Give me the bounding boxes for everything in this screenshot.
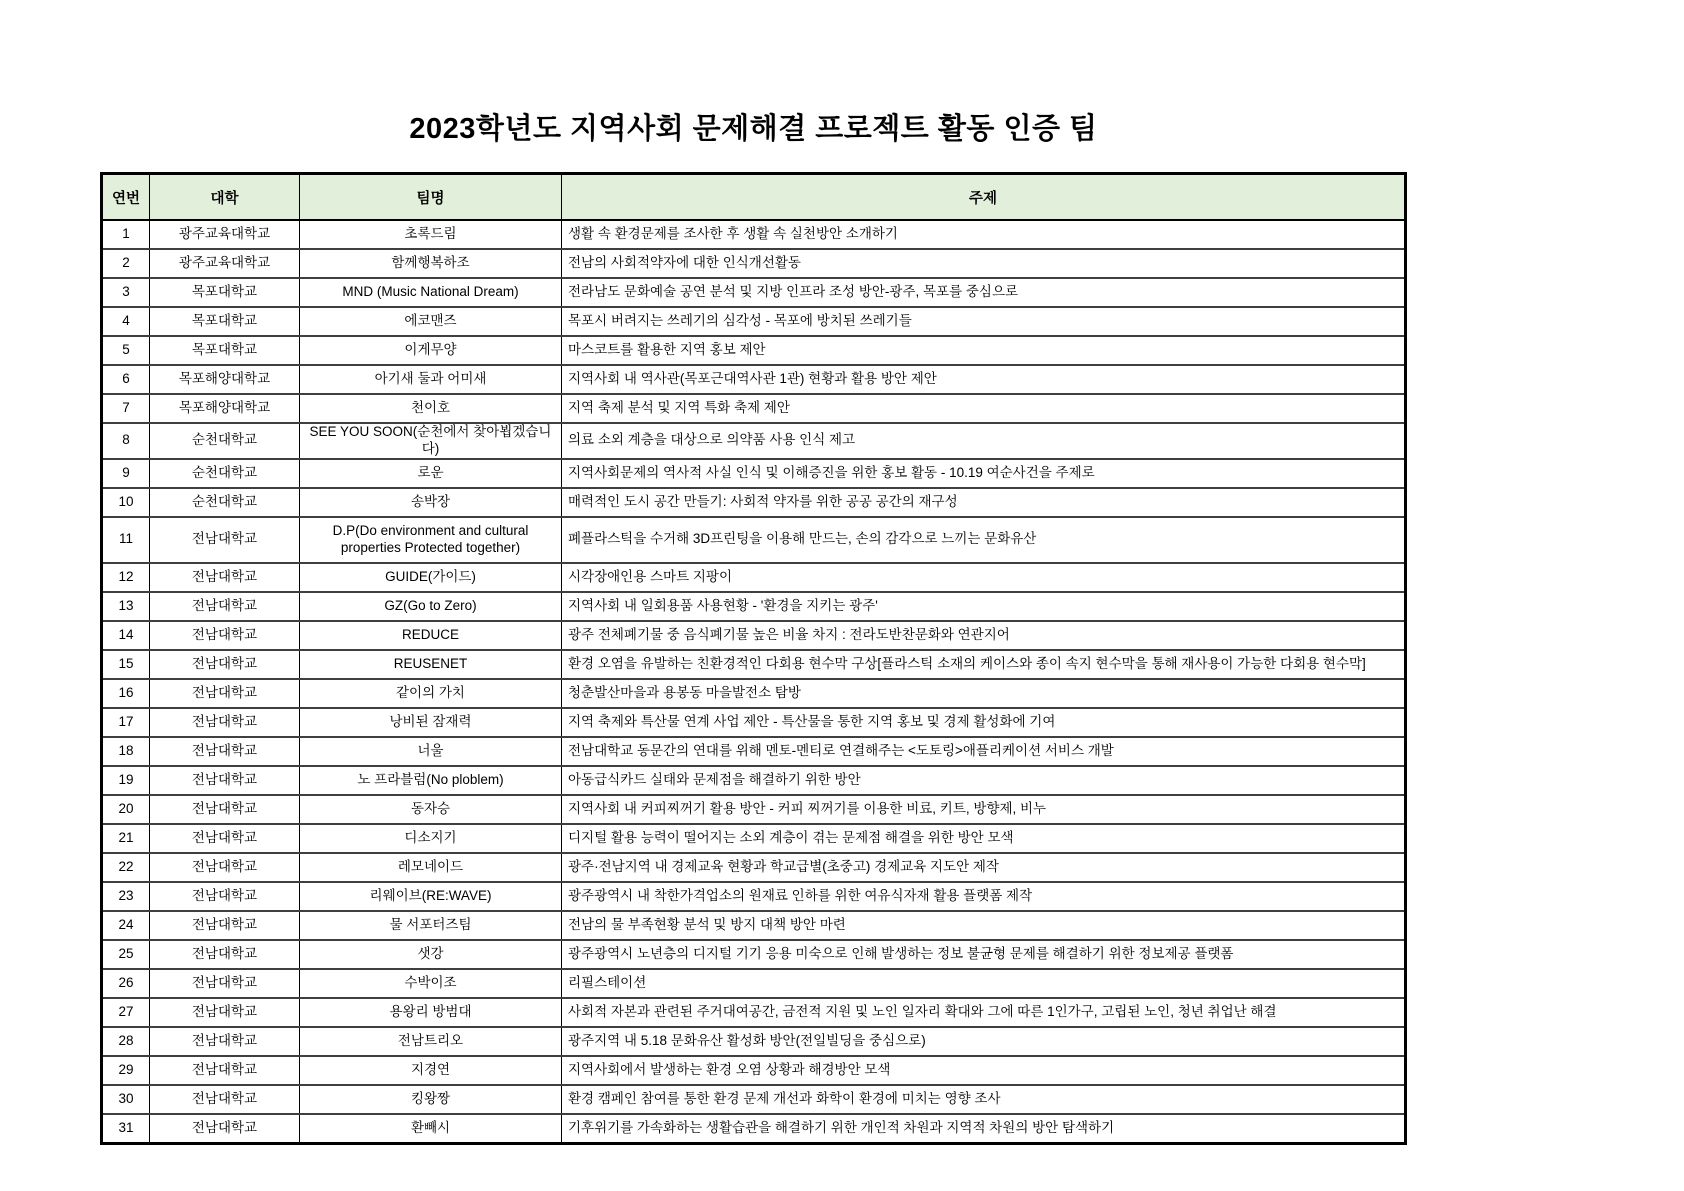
cell-university: 전남대학교 <box>150 737 300 766</box>
cell-topic: 지역 축제와 특산물 연계 사업 제안 - 특산물을 통한 지역 홍보 및 경제 활성화에 기여 <box>562 708 1406 737</box>
cell-team: 용왕리 방범대 <box>300 998 562 1027</box>
column-header-team: 팀명 <box>300 174 562 221</box>
cell-university: 전남대학교 <box>150 795 300 824</box>
cell-university: 목포해양대학교 <box>150 394 300 423</box>
cell-university: 순천대학교 <box>150 488 300 517</box>
table-row <box>102 517 1406 563</box>
cell-team: REUSENET <box>300 650 562 679</box>
cell-topic: 전남의 물 부족현황 분석 및 방지 대책 방안 마련 <box>562 911 1406 940</box>
cell-university: 전남대학교 <box>150 1056 300 1085</box>
cell-team: 물 서포터즈팀 <box>300 911 562 940</box>
cell-topic: 환경 캠페인 참여를 통한 환경 문제 개선과 화학이 환경에 미치는 영향 조사 <box>562 1085 1406 1114</box>
cell-number: 31 <box>102 1114 150 1144</box>
cell-team: D.P(Do environment and cultural properties Protected together) <box>300 517 562 563</box>
cell-topic: 지역사회에서 발생하는 환경 오염 상황과 해경방안 모색 <box>562 1056 1406 1085</box>
cell-team: 낭비된 잠재력 <box>300 708 562 737</box>
table-row <box>102 220 1406 249</box>
cell-university: 목포대학교 <box>150 307 300 336</box>
teams-table <box>100 172 1407 1145</box>
cell-university: 전남대학교 <box>150 621 300 650</box>
cell-number: 17 <box>102 708 150 737</box>
table-row <box>102 795 1406 824</box>
cell-number: 29 <box>102 1056 150 1085</box>
cell-number: 9 <box>102 459 150 488</box>
table-row <box>102 394 1406 423</box>
cell-number: 25 <box>102 940 150 969</box>
cell-number: 16 <box>102 679 150 708</box>
cell-topic: 폐플라스틱을 수거해 3D프린팅을 이용해 만드는, 손의 감각으로 느끼는 문화유산 <box>562 517 1406 563</box>
cell-topic: 사회적 자본과 관련된 주거대여공간, 금전적 지원 및 노인 일자리 확대와 그에 따른 1인가구, 고립된 노인, 청년 취업난 해결 <box>562 998 1406 1027</box>
cell-topic: 리필스테이션 <box>562 969 1406 998</box>
cell-number: 15 <box>102 650 150 679</box>
cell-university: 광주교육대학교 <box>150 220 300 249</box>
cell-team: 킹왕짱 <box>300 1085 562 1114</box>
cell-number: 5 <box>102 336 150 365</box>
cell-university: 전남대학교 <box>150 1114 300 1144</box>
cell-number: 30 <box>102 1085 150 1114</box>
cell-team: 노 프라블럼(No ploblem) <box>300 766 562 795</box>
cell-university: 전남대학교 <box>150 592 300 621</box>
cell-team: 초록드림 <box>300 220 562 249</box>
cell-team: 에코맨즈 <box>300 307 562 336</box>
cell-university: 전남대학교 <box>150 882 300 911</box>
table-row <box>102 969 1406 998</box>
cell-topic: 광주 전체폐기물 중 음식폐기물 높은 비율 차지 : 전라도반찬문화와 연관지어 <box>562 621 1406 650</box>
table-row <box>102 940 1406 969</box>
cell-university: 전남대학교 <box>150 853 300 882</box>
cell-university: 목포대학교 <box>150 278 300 307</box>
table-row <box>102 1114 1406 1144</box>
table-row <box>102 882 1406 911</box>
cell-university: 순천대학교 <box>150 423 300 459</box>
cell-topic: 광주·전남지역 내 경제교육 현황과 학교급별(초중고) 경제교육 지도안 제작 <box>562 853 1406 882</box>
cell-topic: 광주지역 내 5.18 문화유산 활성화 방안(전일빌딩을 중심으로) <box>562 1027 1406 1056</box>
cell-number: 2 <box>102 249 150 278</box>
cell-topic: 매력적인 도시 공간 만들기: 사회적 약자를 위한 공공 공간의 재구성 <box>562 488 1406 517</box>
cell-number: 19 <box>102 766 150 795</box>
table-row <box>102 1027 1406 1056</box>
cell-team: 너울 <box>300 737 562 766</box>
cell-team: 수박이조 <box>300 969 562 998</box>
cell-team: SEE YOU SOON(순천에서 찾아뵙겠습니다) <box>300 423 562 459</box>
cell-number: 21 <box>102 824 150 853</box>
cell-university: 전남대학교 <box>150 650 300 679</box>
cell-topic: 의료 소외 계층을 대상으로 의약품 사용 인식 제고 <box>562 423 1406 459</box>
table-row <box>102 488 1406 517</box>
cell-university: 전남대학교 <box>150 998 300 1027</box>
cell-topic: 광주광역시 노년층의 디지털 기기 응용 미숙으로 인해 발생하는 정보 불균형 문제를 해결하기 위한 정보제공 플랫폼 <box>562 940 1406 969</box>
cell-topic: 지역사회 내 역사관(목포근대역사관 1관) 현황과 활용 방안 제안 <box>562 365 1406 394</box>
cell-team: GUIDE(가이드) <box>300 563 562 592</box>
cell-topic: 전라남도 문화예술 공연 분석 및 지방 인프라 조성 방안-광주, 목포를 중심으로 <box>562 278 1406 307</box>
cell-number: 22 <box>102 853 150 882</box>
cell-university: 전남대학교 <box>150 708 300 737</box>
table-row <box>102 621 1406 650</box>
table-row <box>102 1085 1406 1114</box>
table-row <box>102 853 1406 882</box>
cell-university: 전남대학교 <box>150 969 300 998</box>
table-row <box>102 423 1406 459</box>
cell-university: 순천대학교 <box>150 459 300 488</box>
cell-team: 지경연 <box>300 1056 562 1085</box>
cell-team: REDUCE <box>300 621 562 650</box>
cell-number: 20 <box>102 795 150 824</box>
table-row <box>102 911 1406 940</box>
table-row <box>102 563 1406 592</box>
cell-team: 리웨이브(RE:WAVE) <box>300 882 562 911</box>
cell-number: 7 <box>102 394 150 423</box>
cell-university: 광주교육대학교 <box>150 249 300 278</box>
cell-university: 전남대학교 <box>150 911 300 940</box>
cell-university: 전남대학교 <box>150 1027 300 1056</box>
page-title: 2023학년도 지역사회 문제해결 프로젝트 활동 인증 팀 <box>409 113 1098 145</box>
cell-number: 18 <box>102 737 150 766</box>
cell-university: 목포해양대학교 <box>150 365 300 394</box>
table-row <box>102 737 1406 766</box>
cell-team: 디소지기 <box>300 824 562 853</box>
teams-table-container <box>100 172 1407 1145</box>
cell-university: 전남대학교 <box>150 679 300 708</box>
cell-team: 이게무양 <box>300 336 562 365</box>
cell-university: 전남대학교 <box>150 1085 300 1114</box>
cell-topic: 시각장애인용 스마트 지팡이 <box>562 563 1406 592</box>
cell-team: 로운 <box>300 459 562 488</box>
cell-topic: 디지털 활용 능력이 떨어지는 소외 계층이 겪는 문제점 해결을 위한 방안 모색 <box>562 824 1406 853</box>
cell-topic: 지역사회 내 커피찌꺼기 활용 방안 - 커피 찌꺼기를 이용한 비료, 키트, 방향제, 비누 <box>562 795 1406 824</box>
cell-university: 전남대학교 <box>150 824 300 853</box>
cell-number: 24 <box>102 911 150 940</box>
cell-topic: 목포시 버려지는 쓰레기의 심각성 - 목포에 방치된 쓰레기들 <box>562 307 1406 336</box>
table-row <box>102 708 1406 737</box>
cell-topic: 생활 속 환경문제를 조사한 후 생활 속 실천방안 소개하기 <box>562 220 1406 249</box>
cell-team: 아기새 둘과 어미새 <box>300 365 562 394</box>
cell-number: 8 <box>102 423 150 459</box>
table-row <box>102 459 1406 488</box>
cell-university: 전남대학교 <box>150 517 300 563</box>
cell-topic: 광주광역시 내 착한가격업소의 원재료 인하를 위한 여유식자재 활용 플랫폼 제작 <box>562 882 1406 911</box>
cell-topic: 지역사회문제의 역사적 사실 인식 및 이해증진을 위한 홍보 활동 - 10.19 여순사건을 주제로 <box>562 459 1406 488</box>
cell-topic: 지역 축제 분석 및 지역 특화 축제 제안 <box>562 394 1406 423</box>
cell-number: 13 <box>102 592 150 621</box>
cell-team: GZ(Go to Zero) <box>300 592 562 621</box>
cell-number: 23 <box>102 882 150 911</box>
cell-topic: 아동급식카드 실태와 문제점을 해결하기 위한 방안 <box>562 766 1406 795</box>
table-row <box>102 365 1406 394</box>
cell-number: 6 <box>102 365 150 394</box>
column-header-university: 대학 <box>150 174 300 221</box>
table-row <box>102 650 1406 679</box>
table-header-row <box>102 174 1406 221</box>
cell-team: MND (Music National Dream) <box>300 278 562 307</box>
table-row <box>102 679 1406 708</box>
cell-number: 11 <box>102 517 150 563</box>
table-row <box>102 278 1406 307</box>
table-row <box>102 249 1406 278</box>
cell-number: 10 <box>102 488 150 517</box>
cell-topic: 마스코트를 활용한 지역 홍보 제안 <box>562 336 1406 365</box>
cell-topic: 청춘발산마을과 용봉동 마을발전소 탐방 <box>562 679 1406 708</box>
cell-university: 목포대학교 <box>150 336 300 365</box>
cell-team: 송박장 <box>300 488 562 517</box>
cell-team: 동자승 <box>300 795 562 824</box>
cell-university: 전남대학교 <box>150 563 300 592</box>
cell-team: 환빼시 <box>300 1114 562 1144</box>
cell-number: 1 <box>102 220 150 249</box>
table-row <box>102 824 1406 853</box>
column-header-topic: 주제 <box>562 174 1406 221</box>
table-row <box>102 336 1406 365</box>
table-row <box>102 766 1406 795</box>
cell-team: 레모네이드 <box>300 853 562 882</box>
cell-number: 14 <box>102 621 150 650</box>
cell-number: 27 <box>102 998 150 1027</box>
cell-number: 28 <box>102 1027 150 1056</box>
cell-university: 전남대학교 <box>150 766 300 795</box>
cell-topic: 지역사회 내 일회용품 사용현황 - '환경을 지키는 광주' <box>562 592 1406 621</box>
cell-topic: 전남대학교 동문간의 연대를 위해 멘토-멘티로 연결해주는 <도토링>애플리케이션 서비스 개발 <box>562 737 1406 766</box>
column-header-number: 연번 <box>102 174 150 221</box>
table-row <box>102 592 1406 621</box>
cell-number: 26 <box>102 969 150 998</box>
cell-team: 천이호 <box>300 394 562 423</box>
cell-topic: 전남의 사회적약자에 대한 인식개선활동 <box>562 249 1406 278</box>
cell-number: 12 <box>102 563 150 592</box>
cell-team: 같이의 가치 <box>300 679 562 708</box>
cell-number: 4 <box>102 307 150 336</box>
cell-university: 전남대학교 <box>150 940 300 969</box>
cell-team: 함께행복하조 <box>300 249 562 278</box>
table-row <box>102 998 1406 1027</box>
cell-team: 샛강 <box>300 940 562 969</box>
cell-team: 전남트리오 <box>300 1027 562 1056</box>
cell-number: 3 <box>102 278 150 307</box>
cell-topic: 환경 오염을 유발하는 친환경적인 다회용 현수막 구상[플라스틱 소재의 케이스와 종이 속지 현수막을 통해 재사용이 가능한 다회용 현수막] <box>562 650 1406 679</box>
table-row <box>102 307 1406 336</box>
table-row <box>102 1056 1406 1085</box>
cell-topic: 기후위기를 가속화하는 생활습관을 해결하기 위한 개인적 차원과 지역적 차원의 방안 탐색하기 <box>562 1114 1406 1144</box>
